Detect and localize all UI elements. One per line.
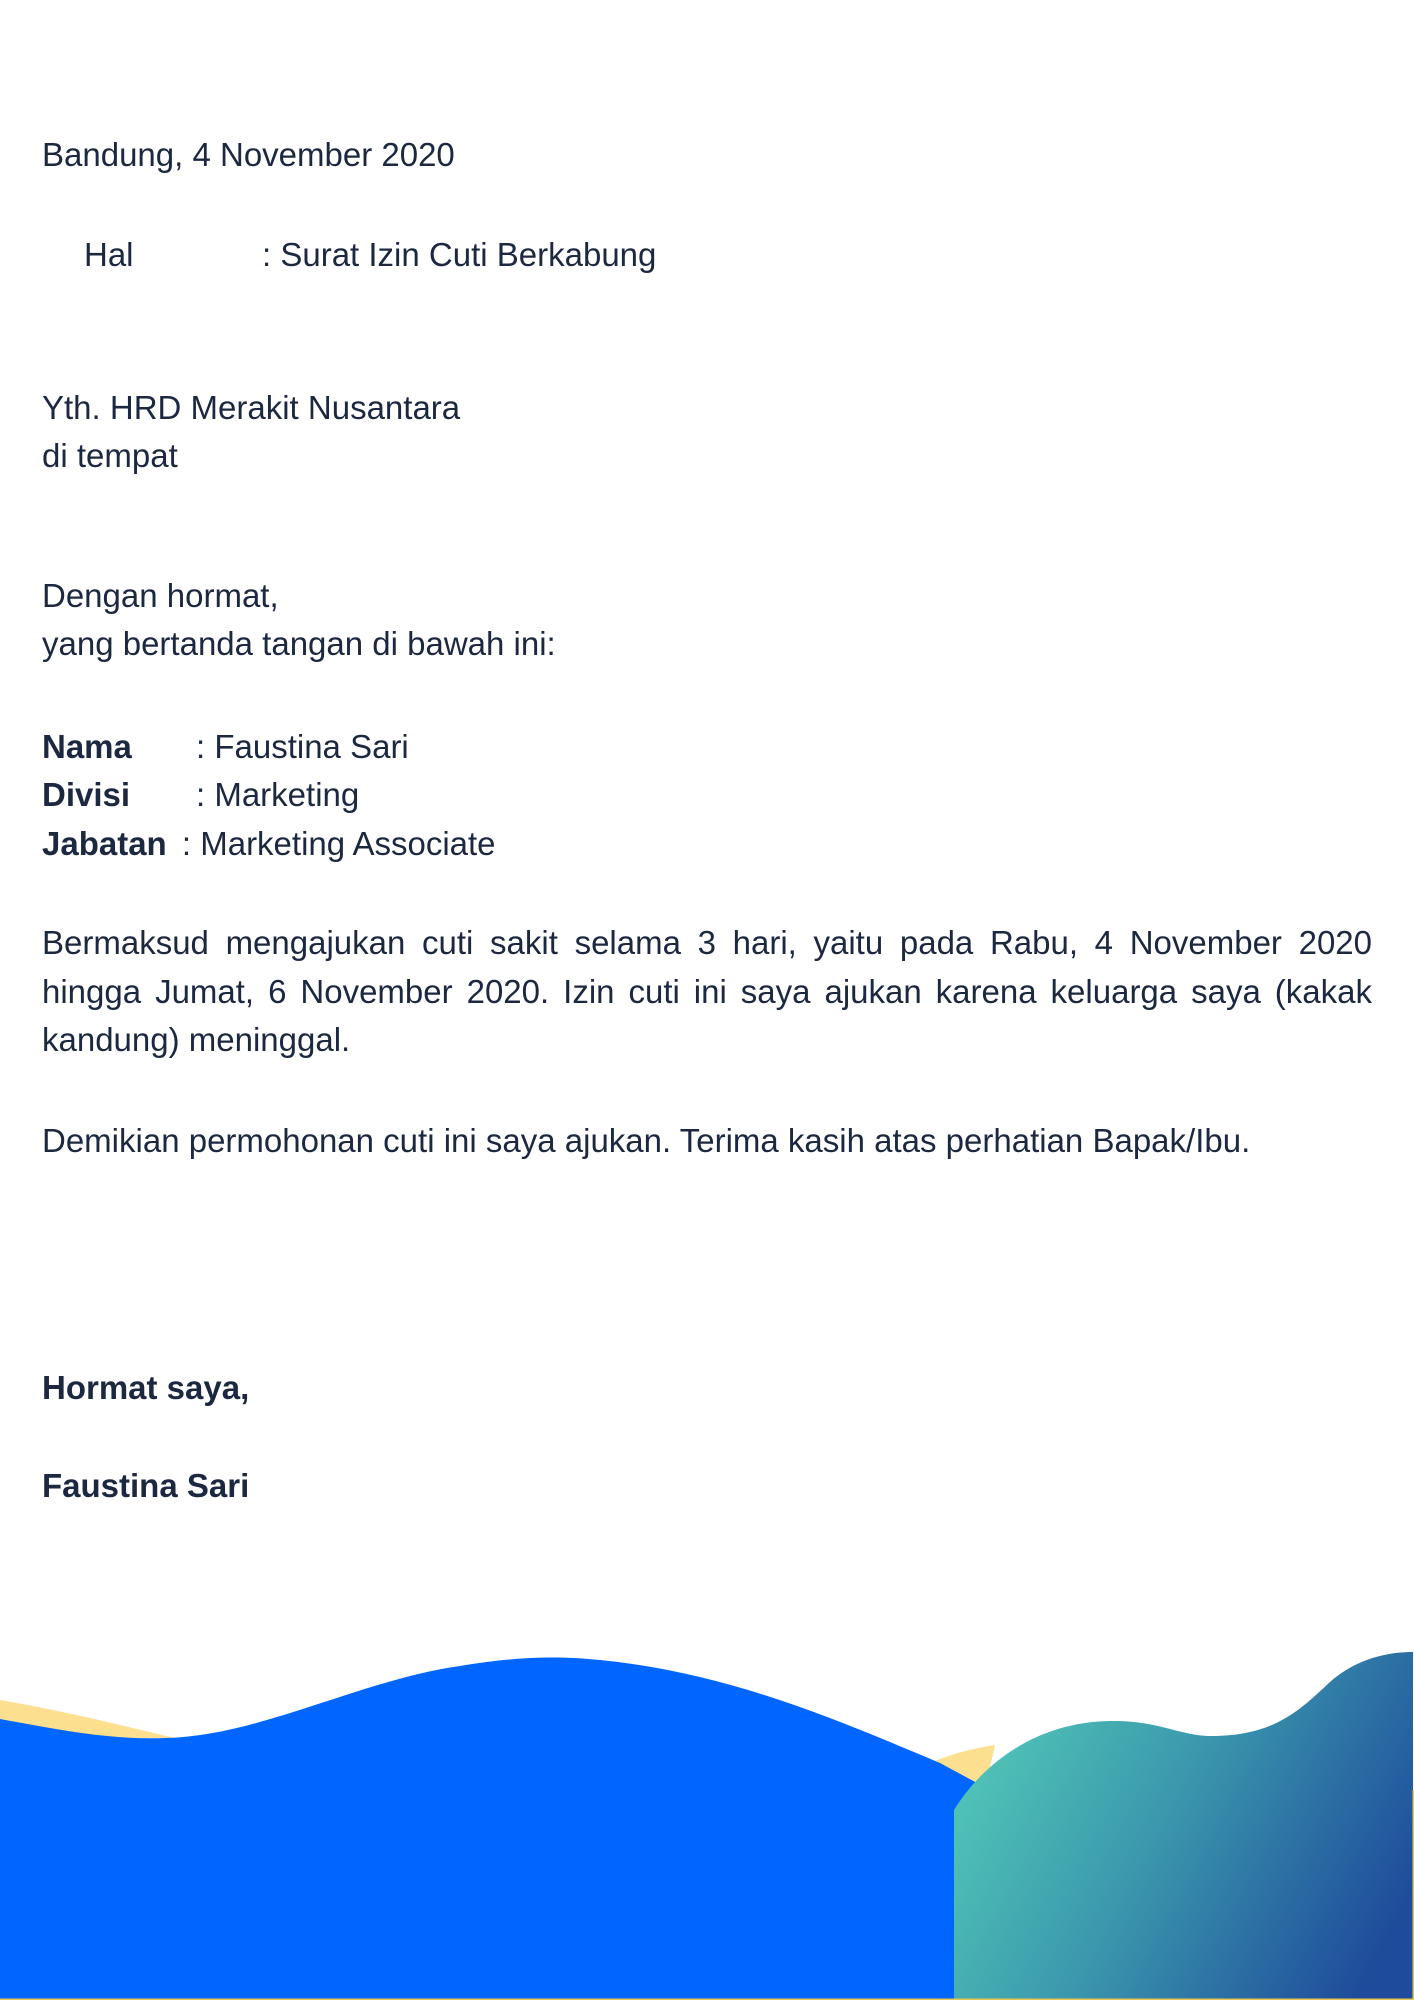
field-nama bbox=[42, 723, 409, 771]
blue-wave bbox=[0, 1658, 990, 2000]
intro-line: yang bertanda tangan di bawah ini: bbox=[42, 625, 556, 662]
field-value: : Faustina Sari bbox=[196, 728, 409, 765]
body-paragraph: Bermaksud mengajukan cuti sakit selama 3 hari, yaitu pada Rabu, 4 November 2020 hingga Jumat, 6 November 2020. Izin cuti ini saya ajukan karena keluarga saya (kakak kandung) meninggal. bbox=[42, 924, 1372, 1058]
field-value: : Marketing bbox=[196, 776, 360, 813]
field-label: Jabatan bbox=[42, 825, 167, 862]
field-jabatan bbox=[42, 820, 496, 868]
recipient-name: Yth. HRD Merakit Nusantara bbox=[42, 389, 461, 426]
subject-label: Hal bbox=[84, 236, 134, 273]
teal-wave bbox=[954, 1652, 1413, 1999]
field-label: Divisi bbox=[42, 776, 131, 813]
greeting-line: Dengan hormat, bbox=[42, 577, 279, 614]
closing-paragraph: Demikian permohonan cuti ini saya ajukan. Terima kasih atas perhatian Bapak/Ibu. bbox=[42, 1122, 1251, 1159]
recipient-location: di tempat bbox=[42, 437, 178, 474]
place-date: Bandung, 4 November 2020 bbox=[42, 136, 455, 173]
field-divisi bbox=[42, 771, 360, 819]
field-value: : Marketing Associate bbox=[181, 825, 496, 862]
field-label: Nama bbox=[42, 728, 132, 765]
sign-off: Hormat saya, bbox=[42, 1369, 250, 1406]
yellow-wave bbox=[0, 1700, 175, 1738]
signature-name: Faustina Sari bbox=[42, 1467, 250, 1504]
subject-value: : Surat Izin Cuti Berkabung bbox=[262, 236, 657, 273]
